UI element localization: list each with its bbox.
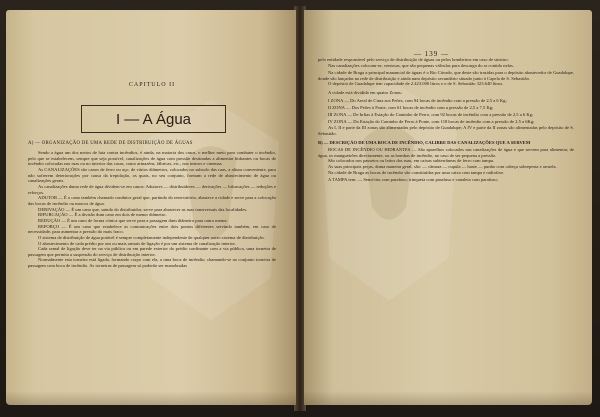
chapter-title-box: [81, 105, 226, 133]
paragraph: Na cidade de Braga as bocas de incêndio são constituídas por uma caixa com tampa e radiofixe.: [328, 169, 505, 175]
zone-item: I ZONA — Do Areal de Cima aos Peões, com 94 bocas de incêndio com a pressão de 2,5 a 6 Kg;: [328, 97, 507, 103]
paragraph: A cidade está dividida em quatro Zonas:: [328, 90, 402, 96]
paragraph: As suas principais peças, duma maneira geral, são: — câmara — cupula — haste — punho com cabeça sobrepesta e arruela.: [328, 164, 557, 170]
paragraph: As canalizações duma rede de água dividem-se em canos: Adutores — distribuidores — derivações — bifurcações — reduções e reforços.: [28, 183, 276, 195]
paragraph: O sistema de distribuição de água potável é sempre completamente independente de qualquer outro sistema de distribuição.: [38, 234, 265, 240]
paragraph: BIFURCAÇÃO — É a divisão dum cano em dois de menor diâmetro.: [38, 212, 167, 218]
paragraph: Normalmente esta torneira está ligada, formando corpo com ela, a uma boca de incêndio, chamando-se ao conjunto torneira de passagem com boca de incêndio. As torneiras de passagem só poderão ser manobradas: [28, 257, 276, 269]
paragraph: A TAMPA tem: — Semi-tiss com parafuso; trinqueta com parafuso e canaleta com parafuso;: [328, 176, 498, 182]
paragraph: Cada ramal de ligação deve ter na via pública ou em parede exterior do prédio confinante com a via pública, uma torneira de passagem que permita a suspensão do serviço de distribuição interior.: [28, 246, 276, 257]
paragraph: As I, II e parte da III zonas são alimentadas pelo depósito de Guadalupe; A IV e parte da II zonas são alimentadas pelo depósito de S. Sebastião.: [318, 125, 574, 136]
paragraph: REDUÇÃO — É um cano de forma cónica que serve para a passagem dum diâmetro para outro menor.: [38, 217, 228, 223]
section-heading: B) — DESCRIÇÃO DE UMA BOCA DE INCÊNDIO, CALIBRE DAS CANALIZAÇÕES QUE A SERVEM: [318, 139, 531, 145]
paragraph: REFORÇO — É um cano que estabelece as comunicações entre dois pontos diferentes servindo também, em caso de necessidade, para aumentar a pressão do mais fraco.: [28, 223, 276, 235]
chapter-label: CAPITULO II: [128, 82, 176, 88]
zone-item: IV ZONA — Da Estação do Caminho de Ferro à Ponte, com 118 bocas de incêndio com a pressão de 2,5 a 6Kg;: [328, 119, 535, 125]
paragraph: Na cidade de Braga a principal manancial de águas é o Rio Cávado, que deste são trazidas para o depósito abastecedor de Guadalupe, donde são lançadas na rede de distribuição e ainda num depósito secundário situado junto à Capela de S. Sebastião.: [318, 69, 574, 81]
left-page-body: [28, 150, 276, 269]
paragraph: O abastecimento de cada prédio por um ou mais ramais de ligação é por um sistema de canalização interior.: [38, 240, 236, 246]
zone-item: II ZONA — Dos Peões à Ponte, com 61 bocas de incêndio com a pressão de 2,5 a 7,5 Kg;: [328, 104, 494, 110]
zone-item: III ZONA — De Infias à Estação do Caminho de Ferro, com 92 bocas de incêndio com a pressão de 2,5 a 6 Kg;: [328, 112, 534, 118]
right-page-body: [318, 57, 574, 183]
paragraph: São colocados nos passeios ou leitos das ruas, em caixas subterrâneas de ferro com tampa.: [328, 158, 495, 164]
paragraph: pelo entidade responsável pelo serviço de distribuição de águas ou pelos bombeiros em caso de sinistro.: [318, 57, 509, 62]
paragraph: O depósito de Guadalupe tem capacidade de 2.423.000 litros e o de S. Sebastião 323.640 litros.: [328, 81, 504, 87]
page-bottom-shadow: [304, 391, 592, 405]
page-number: — 139 —: [414, 50, 449, 58]
paragraph: BOCAS DE INCÊNDIO OU HIDRANTES — São aparelhos colocados nas canalizações de água e que servem para alimentar, de água, os mangueirões directamente, ou as bombas de incêndio, no caso de ser pequena a pressão.: [318, 147, 574, 158]
chapter-title: I — A Água: [115, 110, 192, 128]
section-heading: A) — ORGANIZAÇÃO DE UMA REDE DE DISTRIBUIÇÃO DE ÁGUAS: [28, 141, 193, 146]
page-bottom-shadow: [6, 391, 296, 405]
paragraph: Nas canalizações colocam-se, ventosas, que são pequenas válvulas para descarga do ar contido nelas.: [328, 62, 514, 68]
paragraph: Sendo a água um dos meios de luta contra incêndios, é ainda, na maioria dos casos, o melhor meio para combater o incêndio, pelo que se estabelecem, sempre que seja possível, canalizações de água com pressão destinadas a alimentar hidrantes ou bocas de incêndio colocadas nas ruas ou no interior das casas, como armazéns, fábricas, etc., nos teatros e cinemas.: [28, 150, 276, 167]
right-page: [304, 10, 592, 405]
paragraph: DERIVAÇÃO — É um cano que, saindo do distribuidor, serve para abastecer as ruas transversais das localidades.: [38, 206, 248, 212]
paragraph: ADUTOR — É o cano também chamado condutor geral que, partindo do reservatório, abastece a cidade e serve para a colocação das bocas de incêndio ou marcos de água.: [28, 195, 276, 206]
left-page: [6, 10, 296, 405]
paragraph: As CANALIZAÇÕES são canos de ferro ou aço, de vários diâmetros, colocados no subsolo das ruas, a altura conveniente, para não sofrerem deteriorações por causa da trepidação, os quais, no seu conjunto, formam a rede de abastecimento de água ou canalizações gerais.: [28, 166, 276, 184]
